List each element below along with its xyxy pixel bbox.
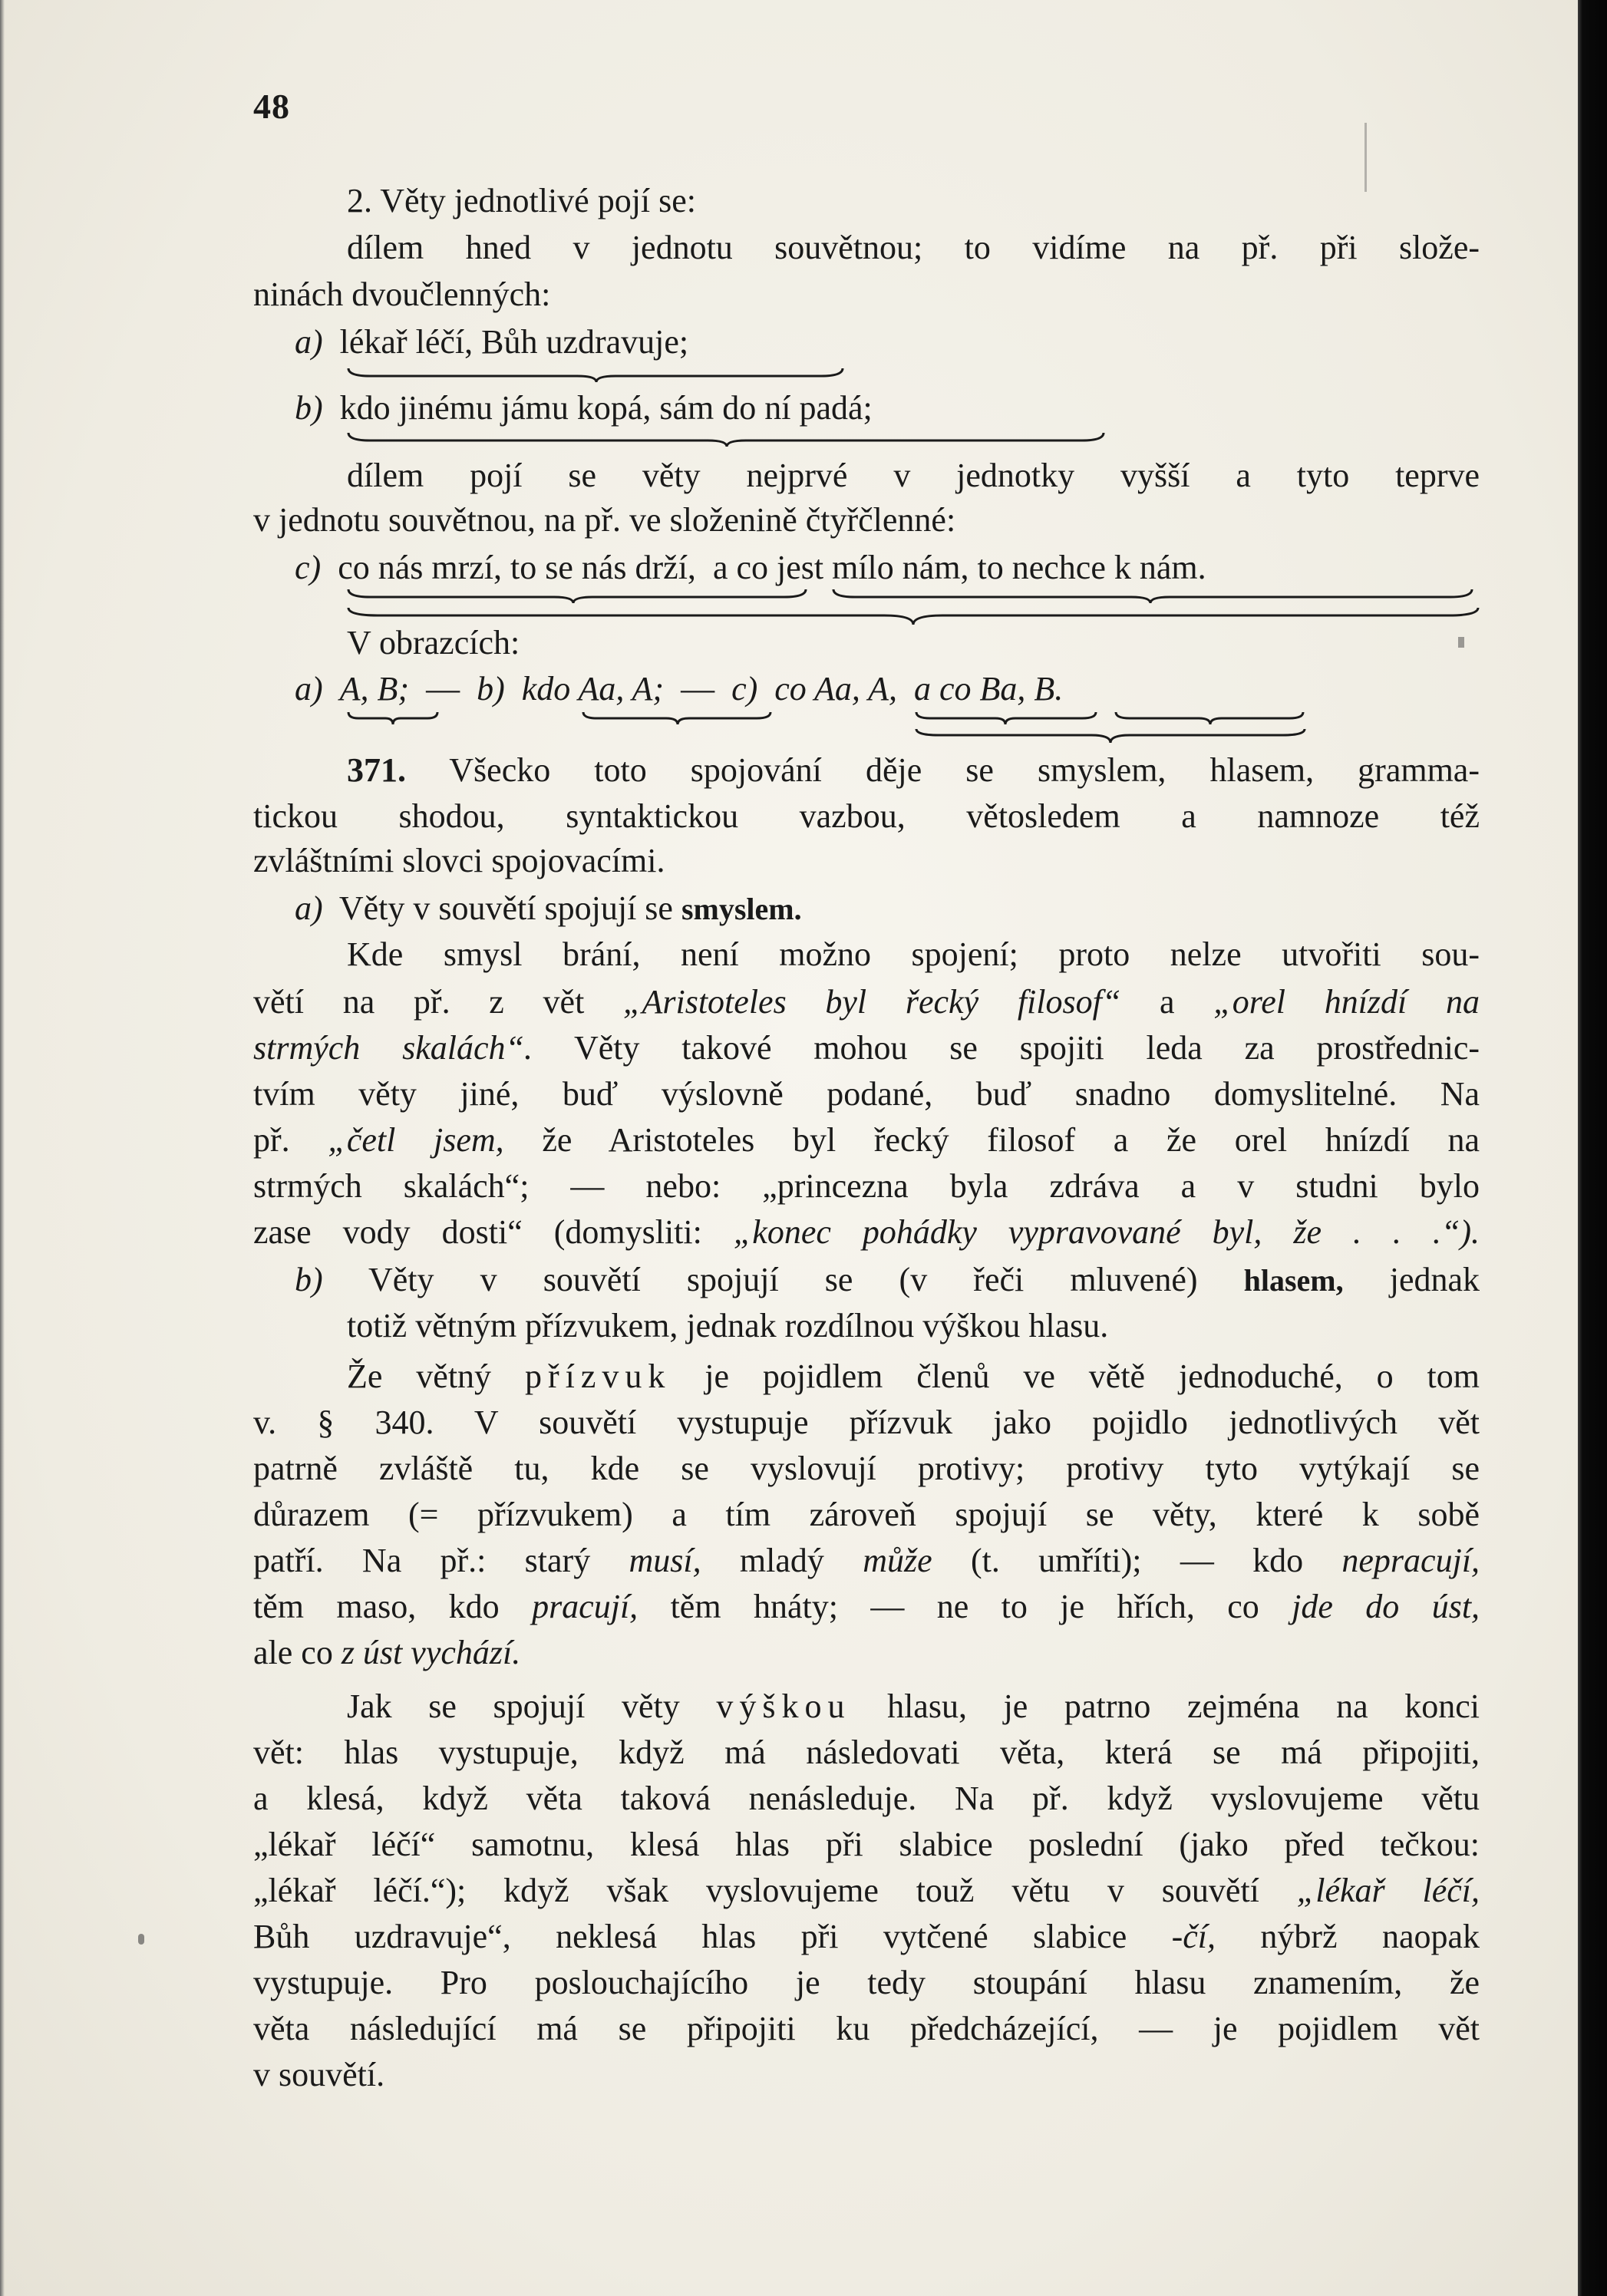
text: Věty takové mohou se spojiti leda za prostřednic- — [573, 1029, 1480, 1067]
bold-term: hlasem, — [1243, 1263, 1344, 1298]
text: Věty v souvětí spojují se — [338, 889, 673, 927]
text: zase vody dosti“ (domysliti: — [253, 1213, 702, 1251]
text: Bůh uzdravuje“, neklesá hlas při vytčené slabice — [253, 1918, 1127, 1955]
text-line: důrazem (= přízvukem) a tím zároveň spojují se věty, které k sobě — [253, 1496, 1480, 1533]
text: nýbrž naopak — [1260, 1918, 1480, 1955]
spaced-term: výškou — [716, 1687, 851, 1725]
text-line: a klesá, když věta taková nenásleduje. Na př. když vyslovujeme větu — [253, 1780, 1480, 1817]
point-label: b) — [295, 1261, 323, 1298]
quote-italic: „četl jsem, — [328, 1121, 504, 1159]
text-line — [253, 1915, 1480, 1958]
example-line-c — [295, 546, 1206, 589]
scan-mark — [1458, 637, 1464, 648]
page-left-edge — [0, 0, 5, 2296]
text: „lékař léčí.“); když však vyslovujeme touž větu v souvětí — [253, 1872, 1259, 1909]
dash: — — [681, 670, 715, 708]
example-text: a co jest mílo nám, to nechce k nám. — [712, 549, 1206, 586]
text-line — [253, 1119, 1480, 1162]
text-line — [253, 1869, 1480, 1912]
italic-word: jde do úst, — [1292, 1588, 1480, 1625]
scan-mark — [1364, 123, 1367, 192]
text-line — [253, 1211, 1480, 1254]
example-text: co nás mrzí, to se nás drží, — [338, 549, 696, 586]
text-line: vystupuje. Pro poslouchajícího je tedy stoupání hlasu znamením, že — [253, 1964, 1480, 2001]
italic-word: nepracují, — [1341, 1542, 1480, 1579]
text: (t. umříti); — kdo — [970, 1542, 1304, 1579]
text-line: strmých skalách“; — nebo: „princezna byla zdráva a v studni bylo — [253, 1167, 1480, 1205]
text-line: věta následující má se připojiti ku předcházející, — je pojidlem vět — [253, 2010, 1480, 2047]
text: hlasu, je patrno zejména na konci — [887, 1687, 1480, 1725]
text-line — [253, 981, 1480, 1024]
bold-term: smyslem. — [681, 892, 802, 926]
text-line: „lékař léčí“ samotnu, klesá hlas při slabice poslední (jako před tečkou: — [253, 1826, 1480, 1863]
underbrace-large — [915, 727, 1306, 748]
quote-italic: strmých skalách“. — [253, 1029, 533, 1067]
italic-word: „lékař léčí, — [1296, 1872, 1480, 1909]
example-label: c) — [731, 670, 758, 708]
text-line: patrně zvláště tu, kde se vyslovují protivy; protivy tyto vytýkají se — [253, 1450, 1480, 1487]
formula-a: A, B; — [339, 670, 410, 708]
text: Jak se spojují věty — [347, 1687, 680, 1725]
heading-line: 2. Věty jednotlivé pojí se: — [347, 182, 697, 219]
text-line: dílem hned v jednotu souvětnou; to vidíme na př. při slože- — [347, 229, 1480, 266]
text-line: v souvětí. — [253, 2056, 385, 2093]
dash: — — [426, 670, 460, 708]
text-line: ninách dvoučlenných: — [253, 275, 551, 313]
text: je pojidlem členů ve větě jednoduché, o tom — [705, 1357, 1480, 1395]
example-text: lékař léčí, Bůh uzdravuje; — [339, 323, 689, 361]
page-number: 48 — [253, 87, 290, 126]
text-line: dílem pojí se věty nejprvé v jednotky vyšší a tyto teprve — [347, 457, 1480, 494]
section-first-line — [347, 749, 1480, 792]
scan-mark — [138, 1934, 144, 1945]
underbrace — [832, 588, 1477, 609]
quote-italic: „Aristoteles byl řecký filosof“ — [623, 983, 1121, 1021]
example-label: a) — [295, 670, 323, 708]
text-line: Kde smysl brání, není možno spojení; proto nelze utvořiti sou- — [347, 935, 1480, 973]
text: že Aristoteles byl řecký filosof a že orel hnízdí na — [542, 1121, 1480, 1159]
text-line — [347, 1685, 1480, 1728]
point-label: a) — [295, 889, 323, 927]
example-line-b — [295, 387, 873, 430]
example-label: b) — [477, 670, 505, 708]
text: patří. Na př.: starý — [253, 1542, 591, 1579]
example-line-a — [295, 321, 688, 364]
example-label: c) — [295, 549, 322, 586]
point-b-line — [295, 1259, 1480, 1302]
text: těm hnáty; — ne to je hřích, co — [670, 1588, 1259, 1625]
italic-word: pracují, — [532, 1588, 639, 1625]
text-line — [253, 1585, 1480, 1628]
text: ale co — [253, 1634, 333, 1671]
formula-c1: co Aa, A, — [774, 670, 897, 708]
text-line — [253, 1539, 1480, 1582]
italic-word: z úst vychází. — [341, 1634, 521, 1671]
text-line — [253, 1631, 520, 1674]
italic-word: musí, — [629, 1542, 701, 1579]
page-right-edge-shadow — [1578, 0, 1607, 2296]
text: větí na př. z vět — [253, 983, 585, 1021]
example-text: kdo jinému jámu kopá, sám do ní padá; — [339, 389, 873, 427]
text-line — [253, 1027, 1480, 1070]
text-line — [347, 1355, 1480, 1398]
text: př. — [253, 1121, 290, 1159]
text-line: V obrazcích: — [347, 624, 520, 661]
text: mladý — [739, 1542, 824, 1579]
text-line: v jednotu souvětnou, na př. ve složenině čtyřčlenné: — [253, 501, 956, 539]
text-line: totiž větným přízvukem, jednak rozdílnou výškou hlasu. — [347, 1307, 1109, 1344]
text: a — [1160, 983, 1175, 1021]
underbrace — [347, 711, 439, 730]
example-label: b) — [295, 389, 323, 427]
spaced-term: přízvuk — [524, 1357, 672, 1395]
quote-italic: „konec pohádky vypravované byl, že . . .“). — [733, 1213, 1480, 1251]
text: těm maso, kdo — [253, 1588, 500, 1625]
text: jednak — [1389, 1261, 1480, 1298]
italic-word: může — [863, 1542, 932, 1579]
formula-b: kdo Aa, A; — [521, 670, 665, 708]
example-label: a) — [295, 323, 323, 361]
underbrace — [347, 588, 807, 609]
formula-line — [295, 668, 1063, 711]
underbrace — [347, 367, 846, 388]
underbrace — [582, 711, 774, 730]
text: Všecko toto spojování děje se smyslem, hlasem, gramma- — [449, 751, 1480, 789]
italic-word: -čí, — [1171, 1918, 1216, 1955]
text-line: v. § 340. V souvětí vystupuje přízvuk jako pojidlo jednotlivých vět — [253, 1404, 1480, 1441]
text-line: zvláštními slovci spojovacími. — [253, 842, 665, 879]
quote-italic: „orel hnízdí na — [1213, 983, 1480, 1021]
text: Věty v souvětí spojují se (v řeči mluvené) — [368, 1261, 1198, 1298]
text-line: tickou shodou, syntaktickou vazbou, větosledem a namnoze též — [253, 797, 1480, 835]
formula-c2: a co Ba, B. — [913, 670, 1064, 708]
underbrace — [347, 431, 1107, 452]
text-line: vět: hlas vystupuje, když má následovati věta, která se má připojiti, — [253, 1734, 1480, 1771]
text: Že větný — [347, 1357, 492, 1395]
section-number: 371. — [347, 751, 406, 789]
text-line: tvím věty jiné, buď výslovně podané, buď snadno domyslitelné. Na — [253, 1075, 1480, 1113]
point-a-line — [295, 887, 802, 931]
